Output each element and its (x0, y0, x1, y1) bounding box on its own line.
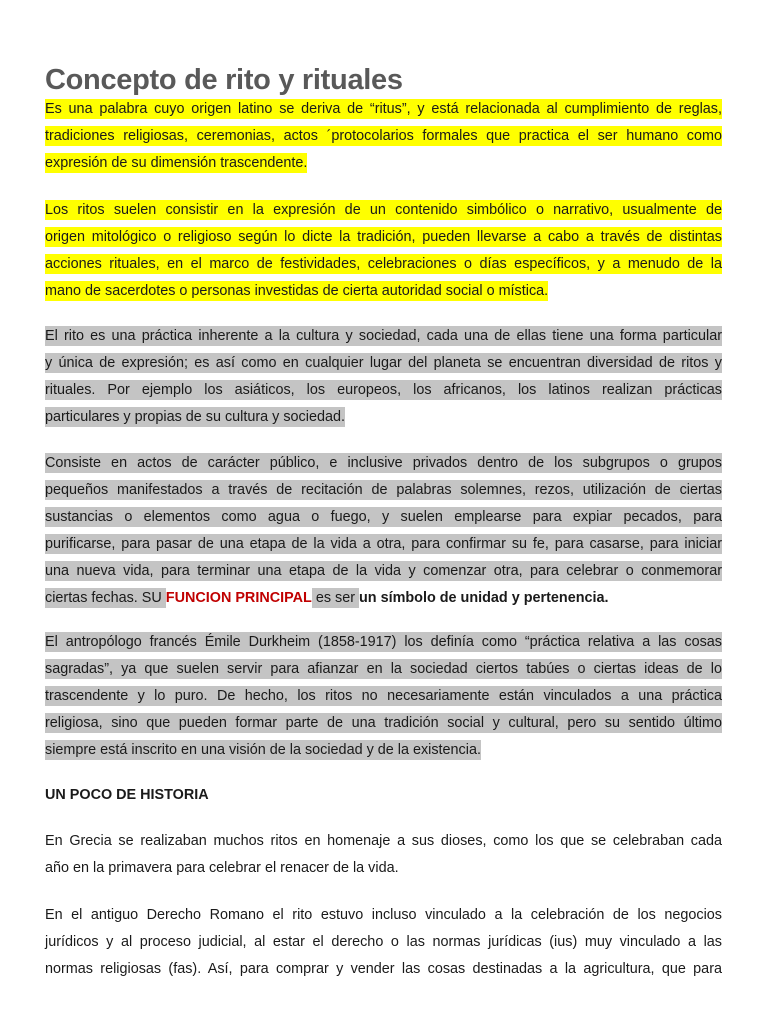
text-line: jurídicos y al proceso judicial, al estar el derecho o las normas jurídicas (ius) muy vinculado a las (45, 934, 722, 950)
text-line: y única de expresión; es así como en cualquier lugar del planeta se encuentran diversidad de ritos y (45, 355, 722, 371)
paragraph-2 (45, 197, 722, 305)
text-line: Consiste en actos de carácter público, e inclusive privados dentro de los subgrupos o grupos (45, 455, 722, 471)
text-line: particulares y propias de su cultura y sociedad. (45, 409, 345, 425)
paragraph-6 (45, 828, 722, 882)
text-line: ciertas fechas. SU FUNCION PRINCIPAL es ser un símbolo de unidad y pertenencia. (45, 590, 609, 606)
text-line: Los ritos suelen consistir en la expresión de un contenido simbólico o narrativo, usualmente de (45, 202, 722, 218)
paragraph-4 (45, 450, 722, 612)
text-line: mano de sacerdotes o personas investidas de cierta autoridad social o mística. (45, 283, 549, 299)
text-line: una nueva vida, para terminar una etapa de la vida y comenzar otra, para celebrar o conmemorar (45, 563, 722, 579)
text-line: El antropólogo francés Émile Durkheim (1858-1917) los definía como “práctica relativa a las cosas (45, 634, 722, 650)
text-line: pequeños manifestados a través de recitación de palabras solemnes, rezos, utilización de ciertas (45, 482, 722, 498)
text-line: En Grecia se realizaban muchos ritos en homenaje a sus dioses, como los que se celebraban cada (45, 833, 722, 849)
text-line: purificarse, para pasar de una etapa de la vida a otra, para confirmar su fe, para casarse, para iniciar (45, 536, 722, 552)
text-line: El rito es una práctica inherente a la cultura y sociedad, cada una de ellas tiene una forma particular (45, 328, 722, 344)
text-line: año en la primavera para celebrar el renacer de la vida. (45, 860, 399, 876)
text-line: religiosa, sino que pueden formar parte de una tradición social y cultural, pero su sentido último (45, 715, 722, 731)
section-heading: UN POCO DE HISTORIA (45, 787, 209, 803)
text-line: En el antiguo Derecho Romano el rito estuvo incluso vinculado a la celebración de los negocios (45, 907, 722, 923)
paragraph-5 (45, 629, 722, 764)
text-line: origen mitológico o religioso según lo dicte la tradición, pueden llevarse a cabo a través de distintas (45, 229, 722, 245)
text-line: sagradas”, ya que suelen servir para afianzar en la sociedad ciertos tabúes o ciertas ideas de lo (45, 661, 722, 677)
page-title: Concepto de rito y rituales (45, 64, 403, 96)
paragraph-7 (45, 902, 722, 983)
text-line: trascendente y lo puro. De hecho, los ritos no necesariamente están vinculados a una práctica (45, 688, 722, 704)
key-phrase: un símbolo de unidad y pertenencia. (359, 590, 609, 606)
text-line: normas religiosas (fas). Así, para comprar y vender las cosas destinadas a la agricultura, que para (45, 961, 722, 977)
text-line: sustancias o elementos como agua o fuego, y suelen emplearse para expiar pecados, para (45, 509, 722, 525)
function-principal-label: FUNCION PRINCIPAL (165, 590, 312, 606)
text-line: rituales. Por ejemplo los asiáticos, los europeos, los africanos, los latinos realizan prácticas (45, 382, 722, 398)
text-line: Es una palabra cuyo origen latino se deriva de “ritus”, y está relacionada al cumplimiento de reglas, (45, 101, 722, 117)
text-line: tradiciones religiosas, ceremonias, actos ´protocolarios formales que practica el ser humano como (45, 128, 722, 144)
text-line: siempre está inscrito en una visión de la sociedad y de la existencia. (45, 742, 481, 758)
paragraph-3 (45, 323, 722, 431)
text-line: expresión de su dimensión trascendente. (45, 155, 308, 171)
text-line: acciones rituales, en el marco de festividades, celebraciones o días específicos, y a menudo de la (45, 256, 722, 272)
paragraph-1 (45, 96, 722, 177)
